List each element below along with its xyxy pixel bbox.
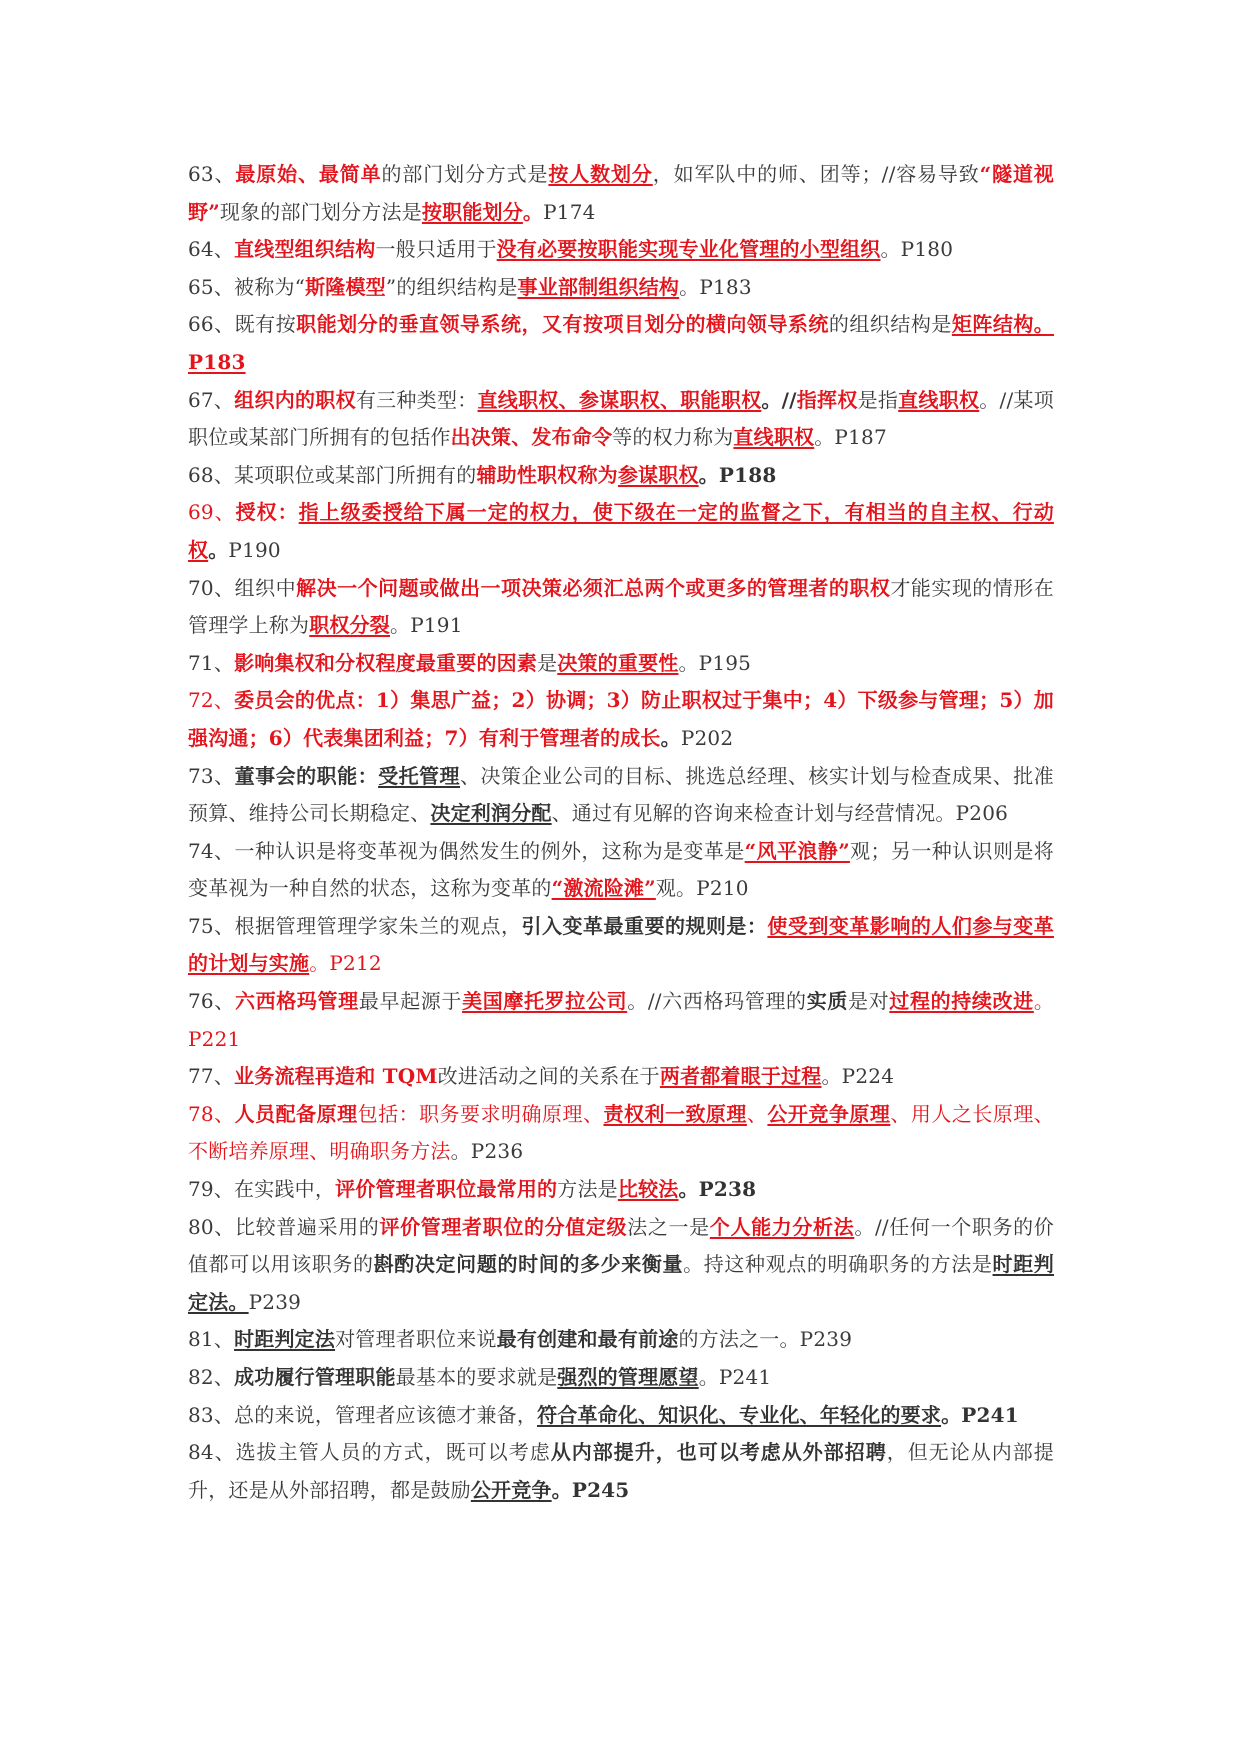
note-item — [188, 494, 1054, 569]
emphasis-text: 。P238 — [678, 1177, 757, 1202]
note-text: 法之一是 — [627, 1214, 710, 1239]
underlined-keyword: 过程的持续改进 — [889, 989, 1034, 1014]
note-text: 84、选拔主管人员的方式，既可以考虑 — [188, 1440, 551, 1465]
note-item — [188, 382, 1054, 457]
note-text: 66、既有按 — [188, 312, 297, 337]
underlined-keyword: 责权利一致原理 — [603, 1101, 747, 1126]
underlined-keyword: 符合革命化、知识化、专业化、年轻化的要求 — [537, 1402, 942, 1427]
note-item — [188, 833, 1054, 908]
emphasis-text: 最有创建和最有前途 — [496, 1327, 679, 1352]
note-text: 67、 — [188, 387, 235, 412]
note-text: P202 — [680, 725, 734, 750]
emphasis-text: 指挥权 — [796, 387, 858, 412]
emphasis-text: 。 — [208, 537, 229, 562]
note-text: 73、 — [188, 763, 235, 788]
note-text: 。持这种观点的明确职务的方法是 — [683, 1252, 993, 1277]
note-text: 70、组织中 — [188, 575, 297, 600]
note-text: 。P195 — [678, 650, 752, 675]
emphasis-text: 评价管理者职位的分值定级 — [379, 1214, 628, 1239]
underlined-keyword: 指上级委授给下属一定的权力，使下级在一定的监督之下，有相当的自主权、行动权 — [188, 500, 1054, 562]
note-text: 。P236 — [450, 1139, 524, 1164]
underlined-keyword: 直线职权、参谋职权、职能职权 — [477, 387, 762, 412]
note-item — [188, 682, 1054, 757]
emphasis-text: 。P188 — [698, 462, 777, 487]
emphasis-text: 包括：职务要求明确原理、 — [357, 1101, 604, 1126]
note-text: 对管理者职位来说 — [335, 1327, 497, 1352]
note-item — [188, 570, 1054, 645]
note-item — [188, 1397, 1054, 1435]
note-text: 80、比较普遍采用的 — [188, 1214, 380, 1239]
note-text: 最早起源于 — [358, 989, 463, 1014]
note-text: 76、 — [188, 989, 235, 1014]
emphasis-text: 人员配备原理 — [234, 1101, 358, 1126]
emphasis-text: 出决策、发布命令 — [450, 425, 613, 450]
note-text: 改进活动之间的关系在于 — [437, 1064, 660, 1089]
note-text: ，但无论从内部提升，还是从外部招聘，都是鼓励 — [188, 1440, 1054, 1502]
note-text: 82、 — [188, 1365, 235, 1389]
note-item — [188, 1058, 1054, 1096]
note-text: 的部门划分方式是 — [381, 162, 549, 186]
note-text: 现象的部门划分方法是 — [219, 199, 422, 224]
emphasis-text: 解决一个问题或做出一项决策必须汇总两个或更多的管理者的职权 — [296, 575, 891, 600]
note-text: 63、 — [188, 162, 236, 186]
emphasis-text: 72、 — [188, 688, 235, 713]
note-text: 。P191 — [390, 613, 463, 638]
emphasis-text: 最原始、最简单 — [235, 162, 382, 186]
underlined-keyword: 决策的重要性 — [557, 650, 679, 675]
emphasis-text: 职能划分的垂直领导系统，又有按项目划分的横向领导系统 — [296, 312, 829, 337]
underlined-keyword: 直线职权 — [898, 387, 980, 412]
emphasis-text: 。P241 — [941, 1402, 1019, 1427]
document-body — [188, 156, 1054, 1509]
note-item — [188, 1096, 1054, 1171]
note-text: 等的权力称为 — [612, 425, 734, 450]
note-text: 。P183 — [679, 274, 752, 299]
note-text: 。//某项职位或某部门所拥有的包括作 — [188, 387, 1054, 450]
note-text: 是指 — [857, 387, 899, 412]
emphasis-text: 引入变革最重要的规则是： — [521, 913, 768, 938]
underlined-keyword: “风平浪静” — [744, 838, 850, 863]
note-text: 81、 — [188, 1327, 235, 1352]
emphasis-text: 。 — [660, 725, 681, 750]
note-item — [188, 1434, 1054, 1509]
emphasis-text: 。P245 — [551, 1477, 630, 1502]
note-text: 83、总的来说，管理者应该德才兼备， — [188, 1402, 538, 1427]
note-text: P190 — [228, 537, 281, 562]
note-item — [188, 1209, 1054, 1322]
note-item — [188, 457, 1054, 495]
note-text: 是对 — [848, 989, 890, 1014]
underlined-keyword: 没有必要按职能实现专业化管理的小型组织 — [496, 237, 881, 262]
emphasis-text: 。// — [761, 387, 797, 412]
emphasis-text: 业务流程再造和 TQM — [234, 1064, 438, 1089]
note-text: 77、 — [188, 1064, 235, 1089]
note-item — [188, 645, 1054, 683]
emphasis-text: 、 — [746, 1101, 768, 1126]
emphasis-text: 69、 — [188, 500, 236, 525]
underlined-keyword: 强烈的管理愿望 — [557, 1365, 699, 1389]
note-text: 71、 — [188, 650, 235, 675]
underlined-keyword: 事业部制组织结构 — [517, 274, 680, 299]
note-text: P239 — [248, 1289, 302, 1314]
note-item — [188, 269, 1054, 307]
note-item — [188, 1321, 1054, 1359]
note-text: 。P180 — [880, 237, 954, 262]
emphasis-text: 78、 — [188, 1101, 235, 1126]
emphasis-text: 直线型组织结构 — [234, 237, 376, 262]
emphasis-text: 委员会的优点：1）集思广益；2）协调；3）防止职权过于集中；4）下级参与管理；5）加强沟通；6）代表集团利益；7）有利于管理者的成长 — [188, 688, 1054, 750]
note-item — [188, 231, 1054, 269]
note-text: P174 — [543, 199, 596, 224]
underlined-keyword: 决定利润分配 — [430, 801, 552, 826]
underlined-keyword: 按职能划分 — [421, 199, 523, 224]
note-text: ”的组织结构是 — [385, 274, 518, 299]
note-text: 观；另一种认识则是将变革视为一种自然的状态，这称为变革的 — [188, 838, 1054, 901]
note-text: 75、根据管理管理学家朱兰的观点， — [188, 913, 522, 938]
emphasis-text: 辅助性职权称为 — [476, 462, 618, 487]
note-text: 的组织结构是 — [828, 312, 952, 337]
emphasis-text: 。P212 — [309, 951, 382, 976]
underlined-keyword: 受托管理 — [378, 763, 461, 788]
note-item — [188, 908, 1054, 983]
note-text: 观。P210 — [655, 876, 749, 901]
emphasis-text: “隧道视野” — [188, 162, 1054, 224]
emphasis-text: 从内部提升，也可以考虑从外部招聘 — [550, 1440, 887, 1465]
note-item — [188, 306, 1054, 381]
note-text: 、通过有见解的咨询来检查计划与经营情况。P206 — [551, 801, 1009, 826]
note-text: 。//六西格玛管理的 — [627, 989, 807, 1014]
underlined-keyword: 直线职权 — [733, 425, 815, 450]
note-text: 79、在实践中， — [188, 1177, 336, 1202]
underlined-keyword: 比较法 — [617, 1177, 679, 1202]
note-text: 64、 — [188, 237, 235, 262]
emphasis-text: 。P221 — [188, 989, 1055, 1051]
emphasis-text: 评价管理者职位最常用的 — [335, 1177, 558, 1202]
note-text: 、决策企业公司的目标、挑选总经理、核实计划与检查成果、批准预算、维持公司长期稳定、 — [188, 763, 1054, 826]
note-text: 74、一种认识是将变革视为偶然发生的例外，这称为是变革是 — [188, 838, 745, 863]
underlined-keyword: 个人能力分析法 — [709, 1214, 855, 1239]
emphasis-text: 、用人之长原理、不断培养原理、明确职务方法 — [188, 1101, 1055, 1164]
note-text: 一般只适用于 — [375, 237, 497, 262]
underlined-keyword: 时距判定法 — [234, 1327, 336, 1352]
emphasis-text: 六西格玛管理 — [234, 989, 359, 1014]
note-item — [188, 156, 1054, 231]
underlined-keyword: 公开竞争 — [470, 1477, 552, 1502]
emphasis-text: 董事会的职能： — [234, 763, 379, 788]
emphasis-text: 。 — [522, 199, 544, 224]
note-text: 。P187 — [814, 425, 887, 450]
emphasis-text: 斟酌决定问题的时间的多少来衡量 — [373, 1252, 684, 1277]
note-text: 65、被称为“ — [188, 274, 306, 299]
note-item — [188, 1171, 1054, 1209]
underlined-keyword: 两者都着眼于过程 — [659, 1064, 822, 1089]
emphasis-text: 实质 — [806, 989, 848, 1014]
note-text: 方法是 — [557, 1177, 618, 1202]
underlined-keyword: 公开竞争原理 — [767, 1101, 891, 1126]
underlined-keyword: 时距判定法。 — [188, 1252, 1055, 1314]
note-item — [188, 758, 1054, 833]
emphasis-text: 影响集权和分权程度最重要的因素 — [234, 650, 538, 675]
emphasis-text: 斯隆模型 — [305, 274, 386, 299]
underlined-keyword: 按人数划分 — [548, 162, 653, 186]
note-text: 。P224 — [821, 1064, 895, 1089]
note-text: 才能实现的情形在管理学上称为 — [188, 575, 1054, 638]
emphasis-text: 成功履行管理职能 — [234, 1365, 396, 1389]
note-text: 是 — [537, 650, 558, 675]
underlined-keyword: “激流险滩” — [551, 876, 656, 901]
emphasis-text: 组织内的职权 — [234, 387, 356, 412]
underlined-keyword: 使受到变革影响的人们参与变革的计划与实施 — [188, 913, 1054, 976]
note-text: 。//任何一个职务的价值都可以用该职务的 — [188, 1214, 1054, 1277]
note-item — [188, 1359, 1054, 1397]
underlined-keyword: 矩阵结构。P183 — [188, 312, 1055, 374]
note-text: 的方法之一。P239 — [678, 1327, 853, 1352]
underlined-keyword: 职权分裂 — [309, 613, 391, 638]
note-text: 有三种类型： — [355, 387, 478, 412]
emphasis-text: 授权： — [235, 500, 299, 525]
underlined-keyword: 参谋职权 — [617, 462, 699, 487]
note-text: 。P241 — [698, 1365, 772, 1389]
note-text: 68、某项职位或某部门所拥有的 — [188, 462, 477, 487]
note-item — [188, 983, 1054, 1058]
underlined-keyword: 美国摩托罗拉公司 — [462, 989, 628, 1014]
note-text: 最基本的要求就是 — [395, 1365, 558, 1389]
note-text: ，如军队中的师、团等；//容易导致 — [652, 162, 980, 186]
